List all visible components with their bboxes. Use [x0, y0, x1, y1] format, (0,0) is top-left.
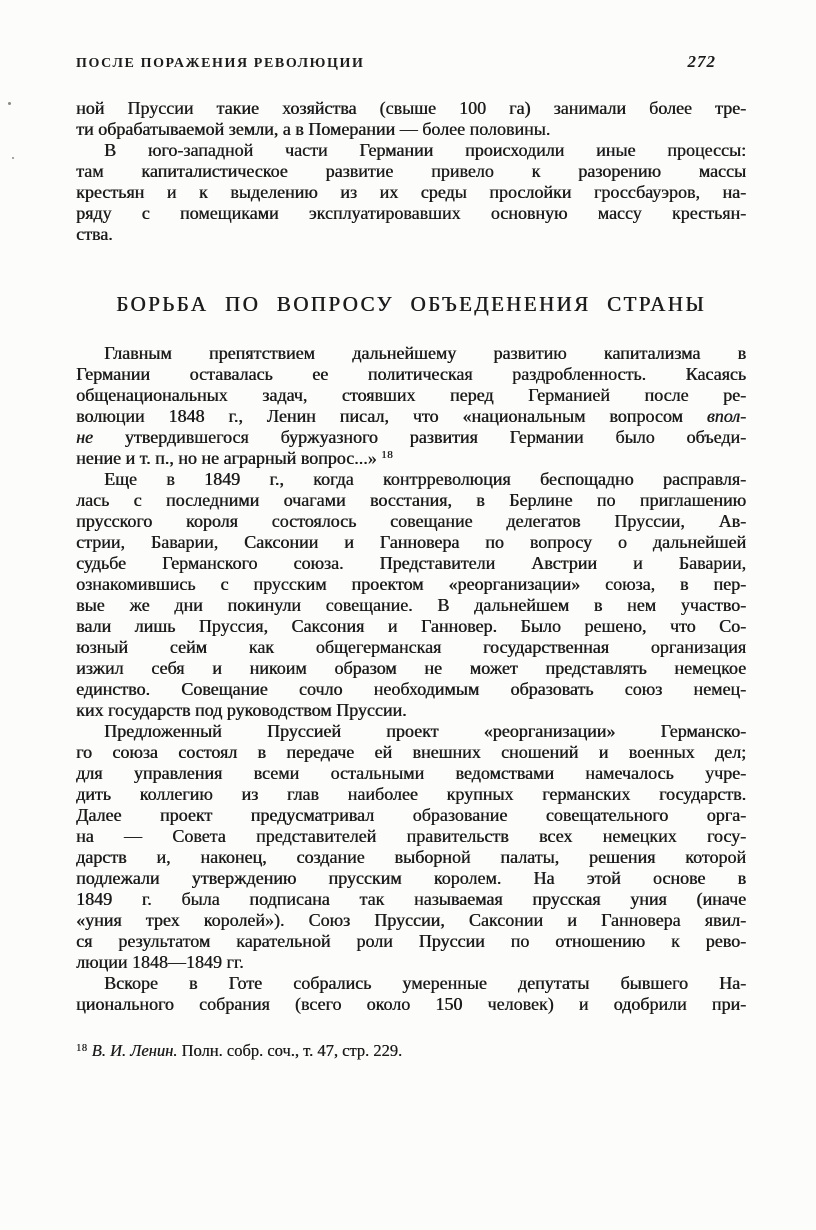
paragraph [76, 140, 746, 245]
text-line [76, 847, 746, 868]
text-line [76, 994, 746, 1015]
text-run: на — Совета представителей правительств всех немецких госу- [76, 826, 746, 846]
text-run: ной Пруссии такие хозяйства (свыше 100 га) занимали более тре- [76, 98, 746, 118]
text-line [76, 490, 746, 511]
text-run: ряду с помещиками эксплуатировавших основную массу крестьян- [76, 203, 746, 223]
text-line [76, 805, 746, 826]
text-run: ких государств под руководством Пруссии. [76, 700, 407, 720]
text-run: не [76, 427, 93, 447]
text-run: там капиталистическое развитие привело к разорению массы [76, 161, 746, 181]
text-run: Далее проект предусматривал образование совещательного орга- [76, 805, 746, 825]
text-line [76, 140, 746, 161]
paragraph [76, 469, 746, 721]
text-line [76, 574, 746, 595]
text-line [76, 532, 746, 553]
text-run: Еще в 1849 г., когда контрреволюция беспощадно расправля- [104, 469, 746, 489]
text-run: впол- [706, 406, 746, 426]
text-run: ся результатом карательной роли Пруссии по отношению к рево- [76, 931, 746, 951]
text-line [76, 595, 746, 616]
text-run: нение и т. п., но не аграрный вопрос...» [76, 448, 382, 468]
text-run: единство. Совещание сочло необходимым образовать союз немец- [76, 679, 746, 699]
paragraph [76, 721, 746, 973]
text-run: лась с последними очагами восстания, в Берлине по приглашению [76, 490, 746, 510]
text-line [76, 784, 746, 805]
text-line [76, 203, 746, 224]
text-line [76, 469, 746, 490]
text-run: прусского короля состоялось совещание делегатов Пруссии, Ав- [76, 511, 746, 531]
text-run: вали лишь Пруссия, Саксония и Ганновер. Было решено, что Со- [76, 616, 746, 636]
text-run: В юго-западной части Германии происходили иные процессы: [104, 140, 746, 160]
paragraph [76, 973, 746, 1015]
scan-speck [8, 102, 11, 105]
text-run: утвердившегося буржуазного развития Германии было объеди- [92, 427, 746, 447]
running-header [76, 52, 746, 72]
text-line [76, 679, 746, 700]
text-line [76, 721, 746, 742]
text-line [76, 700, 746, 721]
text-line [76, 889, 746, 910]
text-line [76, 763, 746, 784]
text-line [76, 182, 746, 203]
text-line [76, 224, 746, 245]
text-run: дить коллегию из глав наиболее крупных германских государств. [76, 784, 746, 804]
text-run: общенациональных задач, стоявших перед Германией после ре- [76, 385, 746, 405]
text-line [76, 973, 746, 994]
text-run: ства. [76, 224, 113, 244]
text-line [76, 161, 746, 182]
text-line [76, 742, 746, 763]
footnote [76, 1041, 746, 1061]
text-run: ционального собрания (всего около 150 человек) и одобрили при- [76, 994, 746, 1014]
text-run: судьбе Германского союза. Представители Австрии и Баварии, [76, 553, 746, 573]
text-line [76, 511, 746, 532]
section-heading: БОРЬБА ПО ВОПРОСУ ОБЪЕДЕНЕНИЯ СТРАНЫ [116, 292, 706, 316]
text-run: для управления всеми остальными ведомствами намечалось учре- [76, 763, 746, 783]
text-line [76, 343, 746, 364]
text-run: 1849 г. была подписана так называемая прусская уния (иначе [76, 889, 746, 909]
text-column [76, 98, 746, 1061]
text-run: юзный сейм как общегерманская государственная организация [76, 637, 746, 657]
scan-speck [12, 157, 14, 159]
text-run: ознакомившись с прусским проектом «реорганизации» союза, в пер- [76, 574, 746, 594]
paragraphs-before-heading [76, 98, 746, 245]
text-run: Вскоре в Готе собрались умеренные депутаты бывшего На- [104, 973, 746, 993]
text-run: изжил себя и никоим образом не может представлять немецкое [76, 658, 746, 678]
text-run: Полн. собр. соч., т. 47, стр. 229. [177, 1041, 403, 1060]
text-run: волюции 1848 г., Ленин писал, что «национальным вопросом [76, 406, 707, 426]
paragraph [76, 98, 746, 140]
footnote-ref: 18 [76, 1043, 88, 1054]
text-line [76, 910, 746, 931]
text-run: стрии, Баварии, Саксонии и Ганновера по вопросу о дальнейшей [76, 532, 746, 552]
text-line [76, 406, 746, 427]
text-run: люции 1848—1849 гг. [76, 952, 244, 972]
text-line [76, 448, 746, 469]
text-line [76, 427, 746, 448]
text-line [76, 98, 746, 119]
text-line [76, 553, 746, 574]
paragraph [76, 343, 746, 469]
text-line [76, 658, 746, 679]
text-run: Предложенный Пруссией проект «реорганизации» Германско- [104, 721, 746, 741]
text-run: Германии оставалась ее политическая раздробленность. Касаясь [76, 364, 746, 384]
text-line [76, 952, 746, 973]
text-run: Главным препятствием дальнейшему развитию капитализма в [104, 343, 746, 363]
page-number: 272 [687, 52, 716, 71]
text-line [76, 616, 746, 637]
text-run: подлежали утверждению прусским королем. На этой основе в [76, 868, 746, 888]
text-run: «уния трех королей»). Союз Пруссии, Саксонии и Ганновера явил- [76, 910, 746, 930]
paragraphs-after-heading [76, 343, 746, 1015]
text-line [76, 385, 746, 406]
text-run: крестьян и к выделению из их среды прослойки гроссбауэров, на- [76, 182, 746, 202]
text-run: В. И. Ленин. [91, 1041, 178, 1060]
text-line [76, 868, 746, 889]
text-line [76, 637, 746, 658]
text-run: вые же дни покинули совещание. В дальнейшем в нем участво- [76, 595, 746, 615]
running-title: ПОСЛЕ ПОРАЖЕНИЯ РЕВОЛЮЦИИ [76, 56, 365, 71]
text-run: дарств и, наконец, создание выборной палаты, решения которой [76, 847, 746, 867]
text-run: ти обрабатываемой земли, а в Померании — более половины. [76, 119, 551, 139]
text-line [76, 826, 746, 847]
text-line [76, 119, 746, 140]
text-run: го союза состоял в передаче ей внешних сношений и военных дел; [76, 742, 746, 762]
text-line [76, 931, 746, 952]
footnote-ref: 18 [381, 449, 394, 461]
text-line [76, 364, 746, 385]
